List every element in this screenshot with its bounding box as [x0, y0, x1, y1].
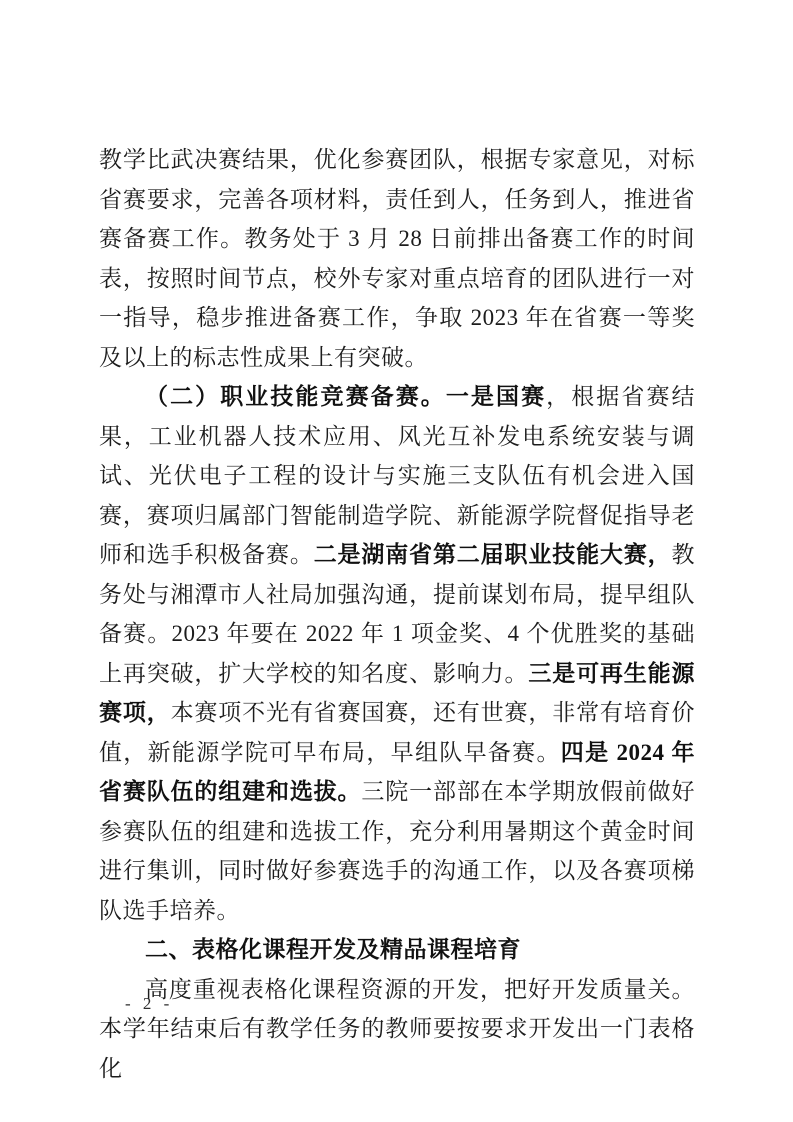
paragraph-teaching-contest-continuation: 教学比武决赛结果，优化参赛团队，根据专家意见，对标省赛要求，完善各项材料，责任到人，任务到人，推进省赛备赛工作。教务处于 3 月 28 日前排出备赛工作的时间表，按照时间节点，校外专家对重点培育的团队进行一对一指导，稳步推进备赛工作，争取 2023 年在省赛一等奖及以上的标志性成果上有突破。	[99, 147, 695, 370]
run-subheading-hunan-skill-contest: 二是湖南省第二届职业技能大赛，	[313, 542, 672, 567]
run-national-competition-detail: ，根据省赛结果，工业机器人技术应用、风光互补发电系统安装与调试、光伏电子工程的设计与实施三支队伍有机会进入国赛，赛项归属部门智能制造学院、新能源学院督促指导老师和选手积极备赛。	[99, 384, 696, 567]
paragraph-skill-competition-prep	[99, 377, 695, 930]
run-2024-team-selection-detail: 三院一部部在本学期放假前做好参赛队伍的组建和选拔工作，充分利用暑期这个黄金时间进行集训，同时做好参赛选手的沟通工作，以及各赛项梯队选手培养。	[99, 779, 696, 923]
run-subheading-competition-prep: （二）职业技能竞赛备赛。一是国赛	[145, 384, 547, 409]
run-subheading-2024-team-selection: 四是 2024 年省赛队伍的组建和选拔。	[99, 739, 696, 804]
run-subheading-renewable-energy-event: 三是可再生能源赛项，	[99, 660, 696, 725]
document-body	[99, 140, 695, 1088]
paragraph-tabular-course-development: 高度重视表格化课程资源的开发，把好开发质量关。本学年结束后有教学任务的教师要按要求开发出一门表格化	[99, 976, 695, 1081]
page-number: - 2 -	[125, 994, 174, 1013]
run-hunan-skill-contest-detail: 教务处与湘潭市人社局加强沟通，提前谋划布局，提早组队备赛。2023 年要在 2022 年 1 项金奖、4 个优胜奖的基础上再突破，扩大学校的知名度、影响力。	[99, 542, 696, 686]
run-renewable-energy-event-detail: 本赛项不光有省赛国赛，还有世赛，非常有培育价值，新能源学院可早布局，早组队早备赛。	[99, 700, 695, 765]
section-heading-tabular-course-development: 二、表格化课程开发及精品课程培育	[145, 936, 521, 962]
